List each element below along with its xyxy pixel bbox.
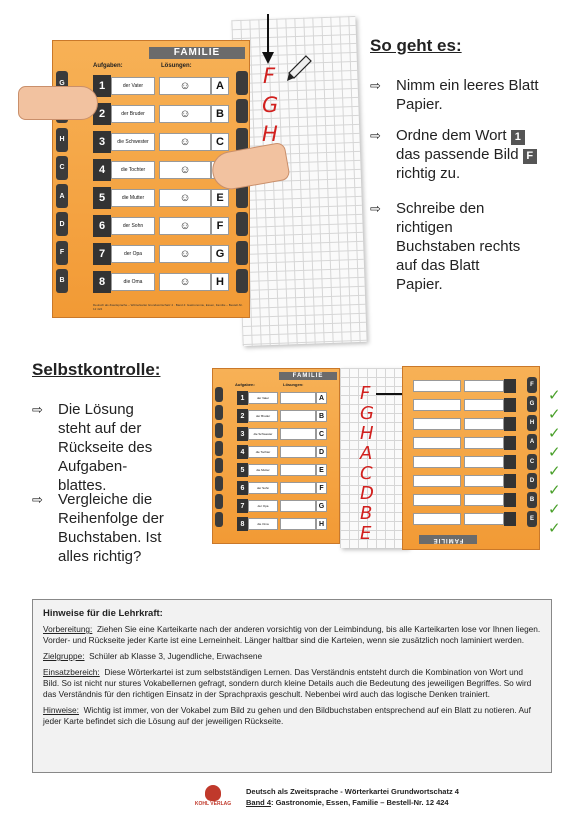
footer-band: Band 4 bbox=[246, 798, 272, 807]
left-tab: C bbox=[56, 156, 68, 180]
check-icon: ✓ bbox=[548, 387, 561, 404]
back-word bbox=[464, 380, 504, 392]
row-word: der Bruder bbox=[111, 105, 155, 123]
back-number bbox=[504, 436, 516, 450]
small-left-tab bbox=[215, 441, 223, 456]
answer-letter-g: G bbox=[262, 93, 279, 117]
right-tab bbox=[236, 99, 248, 123]
small-picture bbox=[280, 464, 316, 476]
family-picture bbox=[159, 189, 211, 207]
small-card-task-label: Aufgaben: bbox=[235, 382, 255, 387]
small-card-row bbox=[237, 499, 333, 513]
back-word bbox=[464, 418, 504, 430]
small-row-word: die Oma bbox=[248, 518, 278, 530]
back-picture bbox=[413, 513, 461, 525]
right-tab bbox=[236, 212, 248, 236]
small-card-row bbox=[237, 445, 333, 459]
card-rows bbox=[93, 75, 231, 297]
step2-text-a: Ordne dem Wort bbox=[396, 127, 507, 144]
check-icon: ✓ bbox=[548, 482, 561, 499]
check-icon: ✓ bbox=[548, 463, 561, 480]
right-tab bbox=[236, 269, 248, 293]
back-card-rows bbox=[413, 379, 519, 529]
back-word bbox=[464, 475, 504, 487]
back-word bbox=[464, 456, 504, 468]
person-icon: ☺ bbox=[179, 248, 191, 260]
small-left-tab bbox=[215, 458, 223, 473]
solution-letter: C bbox=[211, 133, 229, 151]
left-tab: A bbox=[56, 184, 68, 208]
pencil-icon bbox=[286, 54, 312, 82]
back-picture bbox=[413, 494, 461, 506]
hint-einsatzbereich bbox=[43, 667, 541, 700]
small-card-row bbox=[237, 463, 333, 477]
hint-zielgruppe bbox=[43, 651, 541, 662]
publisher-logo bbox=[186, 785, 240, 813]
small-row-word: der Vater bbox=[248, 392, 278, 404]
small-row-word: der Sohn bbox=[248, 482, 278, 494]
small-left-tab bbox=[215, 512, 223, 527]
family-picture bbox=[159, 133, 211, 151]
person-icon: ☺ bbox=[179, 276, 191, 288]
small-row-number: 3 bbox=[237, 427, 248, 441]
back-picture bbox=[413, 399, 461, 411]
back-picture bbox=[413, 380, 461, 392]
small-left-tab bbox=[215, 423, 223, 438]
person-icon: ☺ bbox=[179, 164, 191, 176]
back-number bbox=[504, 417, 516, 431]
row-word: die Mutter bbox=[111, 189, 155, 207]
small-picture bbox=[280, 500, 316, 512]
solution-letter: E bbox=[211, 189, 229, 207]
task-label: Aufgaben: bbox=[93, 63, 123, 69]
small-letter: H bbox=[316, 518, 327, 530]
card-row bbox=[93, 215, 231, 237]
sequence-letter: C bbox=[360, 463, 373, 484]
hint-text: Schüler ab Klasse 3, Jugendliche, Erwachsene bbox=[89, 651, 263, 661]
person-icon: ☺ bbox=[179, 192, 191, 204]
hint-text: Wichtig ist immer, von der Vokabel zum Bild zu gehen und den Bildbuchstaben entsprechend auf ein Blatt zu notieren. Auf jeder Karte befindet sich die Lösung auf der jeweiligen Rückseite. bbox=[43, 705, 531, 726]
row-word: der Vater bbox=[111, 77, 155, 95]
solution-letter: F bbox=[211, 217, 229, 235]
hint-hinweise bbox=[43, 705, 541, 727]
back-row bbox=[413, 474, 519, 488]
family-picture bbox=[159, 217, 211, 235]
card-row bbox=[93, 131, 231, 153]
card-row bbox=[93, 243, 231, 265]
left-tab: G bbox=[56, 71, 68, 95]
back-word bbox=[464, 513, 504, 525]
small-card-row bbox=[237, 427, 333, 441]
hint-label: Hinweise: bbox=[43, 705, 79, 715]
left-tab: B bbox=[56, 269, 68, 293]
card-row bbox=[93, 103, 231, 125]
down-arrow-icon bbox=[262, 14, 274, 64]
small-card-back bbox=[402, 366, 540, 550]
logo-text: KOHL VERLAG bbox=[194, 801, 232, 807]
selbstkontrolle-text: Vergleiche die Reihenfolge der Buchstaben. Ist alles richtig? bbox=[58, 491, 164, 565]
right-tab bbox=[236, 241, 248, 265]
card-row bbox=[93, 187, 231, 209]
small-letter: G bbox=[316, 500, 327, 512]
back-row bbox=[413, 417, 519, 431]
instruction-step-2 bbox=[370, 126, 570, 183]
small-picture bbox=[280, 518, 316, 530]
hint-label: Vorbereitung: bbox=[43, 624, 93, 634]
instruction-step-1 bbox=[370, 76, 570, 114]
small-card-row bbox=[237, 391, 333, 405]
hint-text: Ziehen Sie eine Karteikarte nach der anderen vorsichtig von der Leimbindung, bis alle Karteikarten lose vor Ihnen liegen. Vorder- und Rückseite jeder Karte ist eine Lerneinheit. Länger haltbar sind die Karteien, wenn sie zusätzlich noch laminiert werden. bbox=[43, 624, 541, 645]
back-word bbox=[464, 437, 504, 449]
family-picture bbox=[159, 273, 211, 291]
back-tab: H bbox=[527, 415, 537, 431]
small-picture bbox=[280, 428, 316, 440]
back-number bbox=[504, 398, 516, 412]
family-picture bbox=[159, 77, 211, 95]
back-word bbox=[464, 494, 504, 506]
small-row-number: 2 bbox=[237, 409, 248, 423]
small-card-title: FAMILIE bbox=[279, 372, 337, 380]
arrow-right-icon: ⇨ bbox=[370, 201, 381, 216]
back-tab: A bbox=[527, 434, 537, 450]
row-word: der Sohn bbox=[111, 217, 155, 235]
hint-vorbereitung bbox=[43, 624, 541, 646]
hint-label: Einsatzbereich: bbox=[43, 667, 100, 677]
small-card-front bbox=[212, 368, 340, 544]
hints-title: Hinweise für die Lehrkraft: bbox=[43, 608, 163, 619]
small-row-number: 6 bbox=[237, 481, 248, 495]
small-left-tab bbox=[215, 387, 223, 402]
small-letter: A bbox=[316, 392, 327, 404]
instruction-step-text: Nimm ein leeres Blatt Papier. bbox=[396, 77, 539, 113]
person-icon: ☺ bbox=[179, 80, 191, 92]
solution-letter: B bbox=[211, 105, 229, 123]
row-number: 7 bbox=[93, 243, 111, 265]
back-right-tabs bbox=[527, 377, 537, 527]
back-number bbox=[504, 474, 516, 488]
small-left-tab bbox=[215, 494, 223, 509]
row-number: 3 bbox=[93, 131, 111, 153]
sequence-letter: A bbox=[360, 443, 373, 464]
small-card-rows bbox=[237, 391, 333, 531]
small-left-tab bbox=[215, 405, 223, 420]
back-picture bbox=[413, 418, 461, 430]
card-row bbox=[93, 271, 231, 293]
small-row-word: der Opa bbox=[248, 500, 278, 512]
back-tab: F bbox=[527, 377, 537, 393]
back-row bbox=[413, 436, 519, 450]
back-row bbox=[413, 379, 519, 393]
row-word: die Tochter bbox=[111, 161, 155, 179]
footer-band-rest: : Gastronomie, Essen, Familie – Bestell-Nr. 12 424 bbox=[271, 798, 449, 807]
small-row-number: 5 bbox=[237, 463, 248, 477]
solution-label: Lösungen: bbox=[161, 63, 192, 69]
arrow-right-icon: ⇨ bbox=[32, 402, 43, 417]
back-picture bbox=[413, 437, 461, 449]
small-row-word: die Tochter bbox=[248, 446, 278, 458]
teacher-hints-box bbox=[32, 599, 552, 773]
sequence-letter: G bbox=[360, 403, 374, 424]
row-number: 2 bbox=[93, 103, 111, 125]
selbstkontrolle-text: Die Lösung steht auf der Rückseite des Aufgaben-blattes. bbox=[58, 401, 153, 494]
small-card-row bbox=[237, 409, 333, 423]
step2-number-badge: 1 bbox=[511, 130, 525, 145]
person-icon: ☺ bbox=[179, 136, 191, 148]
back-picture bbox=[413, 475, 461, 487]
step2-text-b: das passende Bild bbox=[396, 146, 519, 163]
back-card-title: FAMILIE bbox=[419, 535, 477, 544]
instruction-step-text: Schreibe den richtigen Buchstaben rechts auf das Blatt Papier. bbox=[396, 200, 521, 293]
sequence-letter: F bbox=[360, 383, 371, 404]
sequence-letter: H bbox=[360, 423, 374, 444]
check-icon: ✓ bbox=[548, 425, 561, 442]
left-tab: F bbox=[56, 241, 68, 265]
arrow-right-icon: ⇨ bbox=[370, 78, 381, 93]
card-title: FAMILIE bbox=[149, 47, 245, 59]
small-card-solution-label: Lösungen: bbox=[283, 382, 304, 387]
check-icon: ✓ bbox=[548, 406, 561, 423]
arrow-right-icon: ⇨ bbox=[32, 492, 43, 507]
card-footer: Deutsch als Zweitsprache – Wörterkartei Grundwortschatz 4 · Band 4: Gastronomie, Essen, Familie – Bestell-Nr. 12 424 bbox=[93, 303, 243, 311]
selbstkontrolle-title: Selbstkontrolle: bbox=[32, 360, 161, 379]
back-tab: G bbox=[527, 396, 537, 412]
answer-letter-f: F bbox=[263, 64, 276, 88]
row-number: 5 bbox=[93, 187, 111, 209]
hand-pointer-left-icon bbox=[18, 86, 98, 120]
small-row-number: 4 bbox=[237, 445, 248, 459]
back-tab: B bbox=[527, 492, 537, 508]
small-picture bbox=[280, 482, 316, 494]
back-number bbox=[504, 512, 516, 526]
person-icon: ☺ bbox=[179, 108, 191, 120]
back-number bbox=[504, 379, 516, 393]
row-word: der Opa bbox=[111, 245, 155, 263]
back-row bbox=[413, 512, 519, 526]
left-tab: D bbox=[56, 212, 68, 236]
check-icon: ✓ bbox=[548, 501, 561, 518]
answer-letter-h: H bbox=[262, 122, 278, 146]
selbstkontrolle-point-1 bbox=[32, 400, 202, 495]
hint-text: Diese Wörterkartei ist zum selbstständigen Lernen. Das Verständnis entsteht durch die Kombination von Wort und Bild. So ist nicht nur stures Vokabellernen gefragt, sondern durch kleine Details auch die Bedeutung des jeweiligen Begriffes. So wird das Verständnis für den richtigen Einsatz in der Sprachpraxis geschult. Nebenbei wird auch das logische Denken trainiert. bbox=[43, 667, 532, 699]
check-icon: ✓ bbox=[548, 520, 561, 537]
row-word: die Schwester bbox=[111, 133, 155, 151]
small-row-number: 7 bbox=[237, 499, 248, 513]
right-tab bbox=[236, 71, 248, 95]
back-number bbox=[504, 455, 516, 469]
small-letter: D bbox=[316, 446, 327, 458]
solution-letter: A bbox=[211, 77, 229, 95]
small-letter: C bbox=[316, 428, 327, 440]
sequence-letter: E bbox=[360, 523, 372, 544]
family-picture bbox=[159, 245, 211, 263]
card-row bbox=[93, 75, 231, 97]
back-tab: C bbox=[527, 454, 537, 470]
small-left-tab bbox=[215, 476, 223, 491]
family-picture bbox=[159, 105, 211, 123]
row-number: 4 bbox=[93, 159, 111, 181]
small-picture bbox=[280, 410, 316, 422]
back-tab: D bbox=[527, 473, 537, 489]
small-letter: B bbox=[316, 410, 327, 422]
back-number bbox=[504, 493, 516, 507]
small-card-row bbox=[237, 481, 333, 495]
small-left-tabs bbox=[215, 387, 223, 527]
selbstkontrolle-point-2 bbox=[32, 490, 202, 566]
left-tab: H bbox=[56, 128, 68, 152]
small-row-word: der Bruder bbox=[248, 410, 278, 422]
back-row bbox=[413, 455, 519, 469]
small-picture bbox=[280, 446, 316, 458]
small-picture bbox=[280, 392, 316, 404]
person-icon: ☺ bbox=[179, 220, 191, 232]
instruction-step-3 bbox=[370, 199, 570, 294]
solution-letter: G bbox=[211, 245, 229, 263]
footer-line-1: Deutsch als Zweitsprache - Wörterkartei Grundwortschatz 4 bbox=[246, 787, 459, 796]
small-row-word: die Mutter bbox=[248, 464, 278, 476]
solution-letter: H bbox=[211, 273, 229, 291]
tree-icon bbox=[205, 785, 221, 801]
small-row-number: 8 bbox=[237, 517, 248, 531]
footer-line-2 bbox=[246, 798, 449, 807]
step2-letter-badge: F bbox=[523, 149, 537, 164]
small-row-word: die Schwester bbox=[248, 428, 278, 440]
family-picture bbox=[159, 161, 211, 179]
row-number: 1 bbox=[93, 75, 111, 97]
small-card-row bbox=[237, 517, 333, 531]
so-gehts-title: So geht es: bbox=[370, 36, 462, 55]
back-word bbox=[464, 399, 504, 411]
back-tab: E bbox=[527, 511, 537, 527]
sequence-letter: B bbox=[360, 503, 373, 524]
small-row-number: 1 bbox=[237, 391, 248, 405]
back-picture bbox=[413, 456, 461, 468]
sequence-letter: D bbox=[360, 483, 374, 504]
back-row bbox=[413, 493, 519, 507]
small-letter: E bbox=[316, 464, 327, 476]
card-row bbox=[93, 159, 231, 181]
back-row bbox=[413, 398, 519, 412]
hint-label: Zielgruppe: bbox=[43, 651, 85, 661]
check-icon: ✓ bbox=[548, 444, 561, 461]
row-number: 6 bbox=[93, 215, 111, 237]
arrow-right-icon: ⇨ bbox=[370, 128, 381, 143]
step2-text-c: richtig zu. bbox=[396, 165, 461, 182]
small-letter: F bbox=[316, 482, 327, 494]
row-number: 8 bbox=[93, 271, 111, 293]
row-word: die Oma bbox=[111, 273, 155, 291]
